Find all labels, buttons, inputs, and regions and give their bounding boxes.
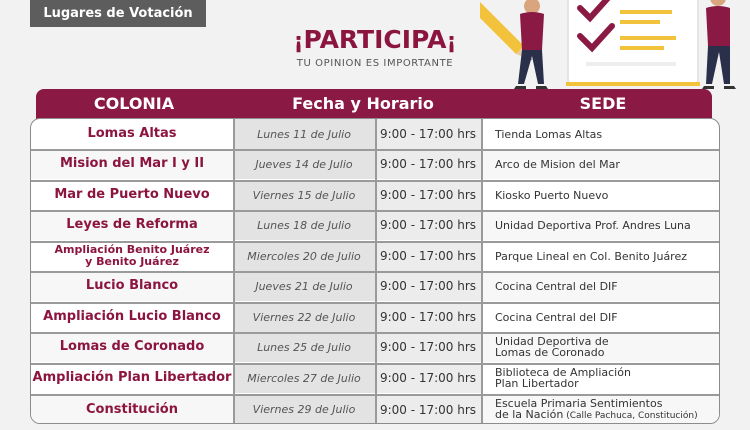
sede-note: (Calle Pachuca, Constitución) (563, 410, 698, 421)
column-divider (481, 119, 483, 423)
sede-cell (481, 332, 720, 362)
horario-cell: 9:00 - 17:00 hrs (375, 302, 481, 332)
sede-line: Cocina Central del DIF (495, 310, 618, 324)
fecha-cell: Miercoles 27 de Julio (233, 363, 375, 393)
sede-lines (495, 159, 620, 170)
colonia-line: Ampliación Lucio Blanco (43, 309, 221, 324)
checklist-board-icon (566, 0, 700, 84)
header-sede: SEDE (579, 94, 627, 113)
sede-line: Kiosko Puerto Nuevo (495, 188, 609, 202)
schedule-table (30, 118, 720, 424)
checklist-illustration (480, 0, 750, 92)
sede-lines (495, 367, 631, 389)
colonia-line: Leyes de Reforma (66, 217, 198, 232)
fecha-cell: Jueves 14 de Julio (233, 149, 375, 179)
colonia-cell (31, 332, 233, 362)
horario-cell: 9:00 - 17:00 hrs (375, 394, 481, 424)
sede-cell (481, 149, 720, 179)
person-icon (702, 0, 736, 89)
colonia-lines (54, 189, 209, 201)
section-tag: Lugares de Votación (30, 0, 206, 27)
fecha-cell: Lunes 25 de Julio (233, 332, 375, 362)
horario-cell: 9:00 - 17:00 hrs (375, 332, 481, 362)
fecha-cell: Miercoles 20 de Julio (233, 241, 375, 271)
sede-line: Plan Libertador (495, 377, 579, 390)
colonia-lines (86, 280, 178, 292)
table-header (36, 89, 712, 119)
colonia-line: Lomas Altas (87, 126, 177, 141)
sede-cell (481, 180, 720, 210)
fecha-cell: Jueves 21 de Julio (233, 271, 375, 301)
sede-cell (481, 302, 720, 332)
colonia-lines (54, 244, 209, 268)
horario-cell: 9:00 - 17:00 hrs (375, 271, 481, 301)
colonia-line: Lomas de Coronado (59, 339, 205, 354)
colonia-cell (31, 363, 233, 393)
colonia-lines (60, 341, 205, 353)
colonia-line: y Benito Juárez (85, 255, 179, 268)
colonia-cell (31, 241, 233, 271)
sede-cell (481, 394, 720, 424)
colonia-lines (87, 128, 176, 140)
sede-lines (495, 220, 691, 231)
sede-line: Parque Lineal en Col. Benito Juárez (495, 249, 688, 263)
header-fecha: Fecha y Horario (292, 94, 434, 113)
column-divider (375, 119, 377, 423)
horario-cell: 9:00 - 17:00 hrs (375, 149, 481, 179)
colonia-line: Constitución (86, 401, 178, 417)
sede-line: Arco de Mision del Mar (495, 157, 620, 171)
fecha-cell: Lunes 11 de Julio (233, 119, 375, 149)
page-subtitle: TU OPINION ES IMPORTANTE (296, 58, 454, 69)
sede-cell (481, 241, 720, 271)
fecha-cell: Viernes 22 de Julio (233, 302, 375, 332)
sede-line: Escuela Primaria Sentimientos (495, 396, 663, 410)
sede-cell (481, 271, 720, 301)
sede-lines (495, 129, 602, 140)
colonia-cell (31, 119, 233, 149)
sede-lines (495, 312, 618, 323)
title-text: PARTICIPA (303, 25, 447, 54)
colonia-cell (31, 210, 233, 240)
sede-lines (495, 336, 609, 358)
colonia-line: Mar de Puerto Nuevo (54, 187, 210, 202)
colonia-lines (43, 311, 221, 323)
title-open-mark: ¡ (293, 29, 304, 54)
header-colonia: COLONIA (93, 94, 175, 113)
title-close-mark: ¡ (446, 29, 457, 54)
sede-cell (481, 363, 720, 393)
sede-lines (495, 251, 687, 262)
colonia-cell (31, 271, 233, 301)
sede-line: Unidad Deportiva Prof. Andres Luna (495, 218, 691, 232)
colonia-cell (31, 302, 233, 332)
colonia-line: Mision del Mar I y II (59, 156, 205, 171)
horario-cell: 9:00 - 17:00 hrs (375, 210, 481, 240)
horario-cell: 9:00 - 17:00 hrs (375, 119, 481, 149)
horario-cell: 9:00 - 17:00 hrs (375, 241, 481, 271)
colonia-lines (60, 158, 204, 170)
sede-line: Biblioteca de Ampliación (495, 366, 631, 379)
sede-line: Tienda Lomas Altas (495, 127, 603, 141)
page-title (282, 26, 468, 56)
sede-line: Lomas de Coronado (495, 346, 605, 359)
colonia-line: Lucio Blanco (85, 278, 179, 293)
fecha-cell: Viernes 29 de Julio (233, 394, 375, 424)
horario-cell: 9:00 - 17:00 hrs (375, 363, 481, 393)
sede-lines (495, 281, 618, 292)
colonia-cell (31, 394, 233, 424)
column-divider (233, 119, 235, 423)
colonia-lines (33, 372, 232, 384)
colonia-line: Ampliación Plan Libertador (32, 370, 232, 385)
title-block (282, 26, 468, 69)
colonia-lines (86, 401, 178, 417)
sede-lines (495, 190, 608, 201)
colonia-line: Ampliación Benito Juárez (54, 243, 210, 256)
colonia-lines (66, 219, 197, 231)
fecha-cell: Viernes 15 de Julio (233, 180, 375, 210)
colonia-cell (31, 180, 233, 210)
sede-cell (481, 119, 720, 149)
sede-lines (495, 398, 698, 422)
fecha-cell: Lunes 18 de Julio (233, 210, 375, 240)
colonia-cell (31, 149, 233, 179)
sede-cell (481, 210, 720, 240)
sede-line: Unidad Deportiva de (495, 335, 609, 348)
sede-line: de la Nación (Calle Pachuca, Constitución) (495, 407, 698, 421)
horario-cell: 9:00 - 17:00 hrs (375, 180, 481, 210)
sede-line: Cocina Central del DIF (495, 279, 618, 293)
